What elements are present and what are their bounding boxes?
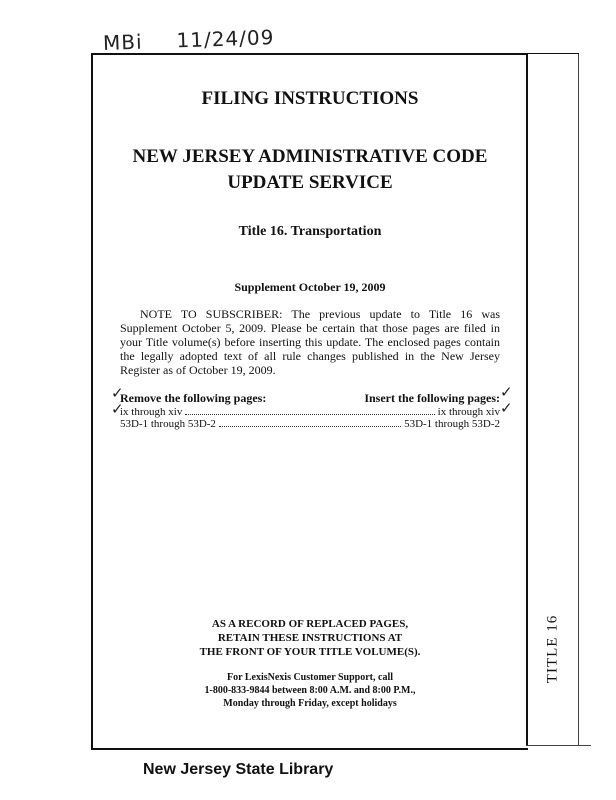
- page-row: [120, 418, 500, 430]
- supplement-date: Supplement October 19, 2009: [234, 280, 386, 294]
- insert-heading: Insert the following pages:: [364, 391, 500, 405]
- frame-bottom-extension: [526, 745, 591, 746]
- dot-leader: [185, 413, 434, 415]
- main-content: [120, 88, 500, 430]
- support-line: 1-800-833-9844 between 8:00 A.M. and 8:00 P.M.,: [204, 685, 416, 696]
- code-title-line2: UPDATE SERVICE: [227, 172, 393, 193]
- side-tab-edge: [578, 53, 579, 746]
- dot-leader: [219, 425, 401, 427]
- check-mark-icon: ✓: [111, 384, 124, 402]
- record-line: AS A RECORD OF REPLACED PAGES,: [211, 618, 409, 630]
- insert-pages-cell: 53D-1 through 53D-2: [404, 418, 500, 430]
- handwritten-date: 11/24/09: [176, 25, 275, 53]
- code-title-line1: NEW JERSEY ADMINISTRATIVE CODE: [132, 146, 488, 167]
- insert-pages-cell: ix through xiv: [437, 406, 500, 418]
- remove-heading: Remove the following pages:: [120, 391, 267, 405]
- support-line: Monday through Friday, except holidays: [223, 698, 397, 709]
- support-line: For LexisNexis Customer Support, call: [226, 672, 393, 683]
- remove-pages-cell: 53D-1 through 53D-2: [120, 418, 216, 430]
- side-tab-label: TITLE 16: [544, 614, 561, 684]
- handwritten-initials: MBi: [102, 29, 143, 55]
- customer-support-info: [120, 671, 500, 710]
- subscriber-note: NOTE TO SUBSCRIBER: The previous update to Title 16 was Supplement October 5, 2009. Please be certain that those pages are filed in your Title volume(s) before inserting this update. The enclosed pages contain the legally adopted text of all rule changes published in the New Jersey Register as of October 19, 2009.: [120, 307, 500, 377]
- remove-pages-cell: ix through xiv: [120, 406, 183, 418]
- check-mark-icon: ✓: [500, 399, 513, 417]
- side-tab-top-rule: [526, 53, 579, 54]
- title-number: Title 16. Transportation: [238, 224, 382, 239]
- page-row: [120, 406, 500, 418]
- record-line: THE FRONT OF YOUR TITLE VOLUME(S).: [199, 646, 421, 658]
- library-stamp: New Jersey State Library: [143, 761, 334, 778]
- page-title: FILING INSTRUCTIONS: [201, 88, 419, 109]
- check-mark-icon: ✓: [500, 383, 513, 401]
- handwritten-annotation: [103, 25, 275, 55]
- pages-headings: [120, 391, 500, 406]
- record-instructions: [120, 617, 500, 659]
- side-tab-divider: [526, 53, 528, 746]
- record-line: RETAIN THESE INSTRUCTIONS AT: [217, 632, 403, 644]
- check-mark-icon: ✓: [111, 400, 124, 418]
